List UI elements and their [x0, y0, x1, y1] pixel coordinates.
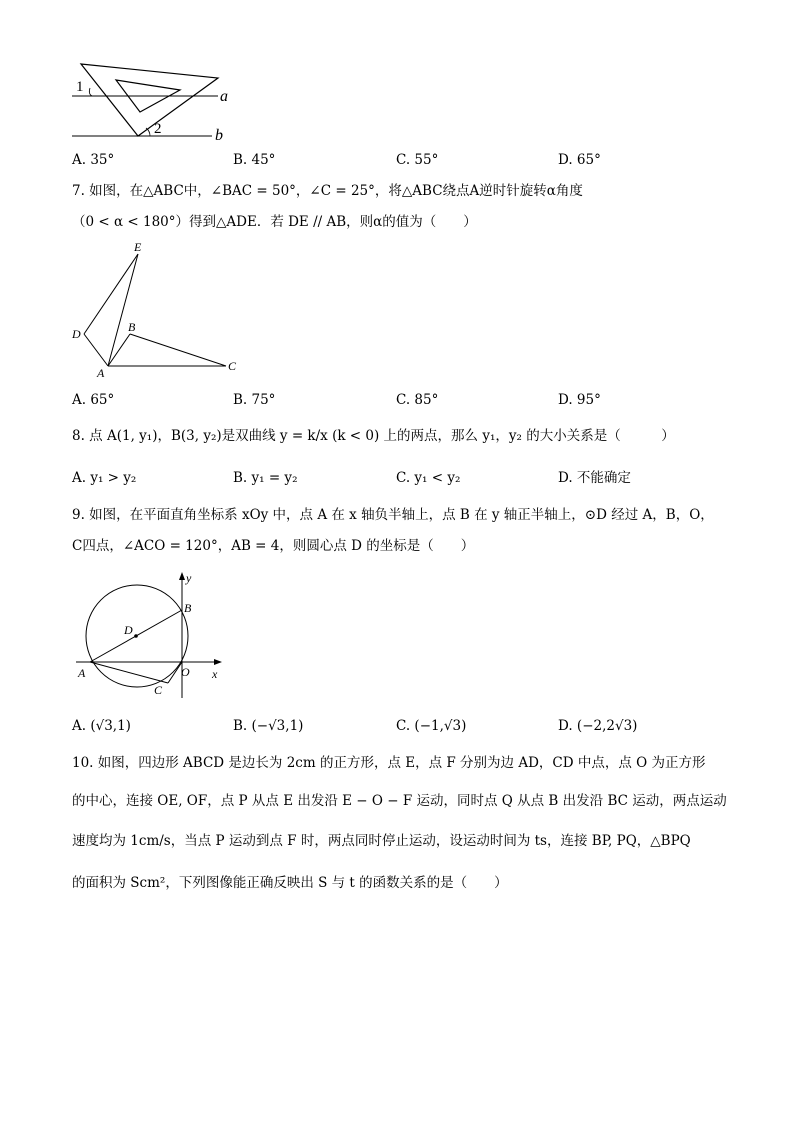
q7-text-line1: 7. 如图，在△ABC中，∠BAC = 50°，∠C = 25°，将△ABC绕点A逆时针旋转α角度 — [72, 183, 583, 199]
q10-text-line2: 的中心，连接 OE, OF，点 P 从点 E 出发沿 E − O − F 运动，同时点 Q 从点 B 出发沿 BC 运动，两点运动 — [72, 793, 727, 809]
label-C: C — [154, 683, 163, 697]
q9-option-d[interactable]: D. (−2,2√3) — [558, 718, 638, 734]
label-D: D — [124, 623, 133, 637]
q6-option-a[interactable]: A. 35° — [72, 152, 115, 168]
q8-text-line1: 8. 点 A(1, y₁)，B(3, y₂)是双曲线 y = k/x (k < 0) 上的两点，那么 y₁，y₂ 的大小关系是（ ） — [72, 428, 675, 444]
q7-option-b[interactable]: B. 75° — [233, 392, 276, 408]
q7-option-d[interactable]: D. 95° — [558, 392, 601, 408]
label-a: a — [220, 88, 228, 105]
outer-triangle — [81, 64, 218, 136]
label-1: 1 — [76, 79, 84, 95]
q8-option-b[interactable]: B. y₁ = y₂ — [233, 470, 298, 486]
label-x: x — [212, 667, 218, 681]
label-y: y — [186, 571, 192, 585]
q6-option-d[interactable]: D. 65° — [558, 152, 601, 168]
q10-text-line4: 的面积为 Scm²，下列图像能正确反映出 S 与 t 的函数关系的是（ ） — [72, 875, 508, 891]
q6-figure — [68, 58, 238, 146]
label-O: O — [181, 665, 190, 679]
label-D: D — [72, 327, 81, 341]
label-C: C — [228, 359, 237, 373]
q9-option-c[interactable]: C. (−1,√3) — [396, 718, 467, 734]
q9-text-line2: C四点，∠ACO = 120°，AB = 4，则圆心点 D 的坐标是（ ） — [72, 538, 475, 554]
q6-option-c[interactable]: C. 55° — [396, 152, 439, 168]
label-b: b — [215, 127, 223, 144]
q6-option-b[interactable]: B. 45° — [233, 152, 276, 168]
label-A: A — [78, 666, 86, 680]
label-2: 2 — [154, 121, 162, 137]
label-B: B — [184, 601, 192, 615]
q9-option-a[interactable]: A. (√3,1) — [72, 718, 131, 734]
label-E: E — [134, 240, 142, 254]
label-A: A — [97, 366, 105, 380]
q7-option-a[interactable]: A. 65° — [72, 392, 115, 408]
q7-figure — [68, 238, 248, 380]
q7-option-c[interactable]: C. 85° — [396, 392, 439, 408]
q8-option-d[interactable]: D. 不能确定 — [558, 470, 631, 486]
q10-text-line1: 10. 如图，四边形 ABCD 是边长为 2cm 的正方形，点 E，点 F 分别为边 AD，CD 中点，点 O 为正方形 — [72, 755, 706, 771]
q9-text-line1: 9. 如图，在平面直角坐标系 xOy 中，点 A 在 x 轴负半轴上，点 B 在 y 轴正半轴上，⊙D 经过 A，B，O， — [72, 507, 714, 523]
q9-option-b[interactable]: B. (−√3,1) — [233, 718, 304, 734]
angle-1-arc — [89, 88, 92, 96]
q7-text-line2: （0 < α < 180°）得到△ADE．若 DE // AB，则α的值为（ ） — [72, 214, 477, 230]
q9-figure — [72, 566, 232, 702]
q10-text-line3: 速度均为 1cm/s，当点 P 运动到点 F 时，两点同时停止运动，设运动时间为 ts，连接 BP, PQ，△BPQ — [72, 833, 691, 849]
q8-option-c[interactable]: C. y₁ < y₂ — [396, 470, 461, 486]
center-dot — [134, 634, 138, 638]
label-B: B — [128, 320, 136, 334]
q8-option-a[interactable]: A. y₁ > y₂ — [72, 470, 137, 486]
